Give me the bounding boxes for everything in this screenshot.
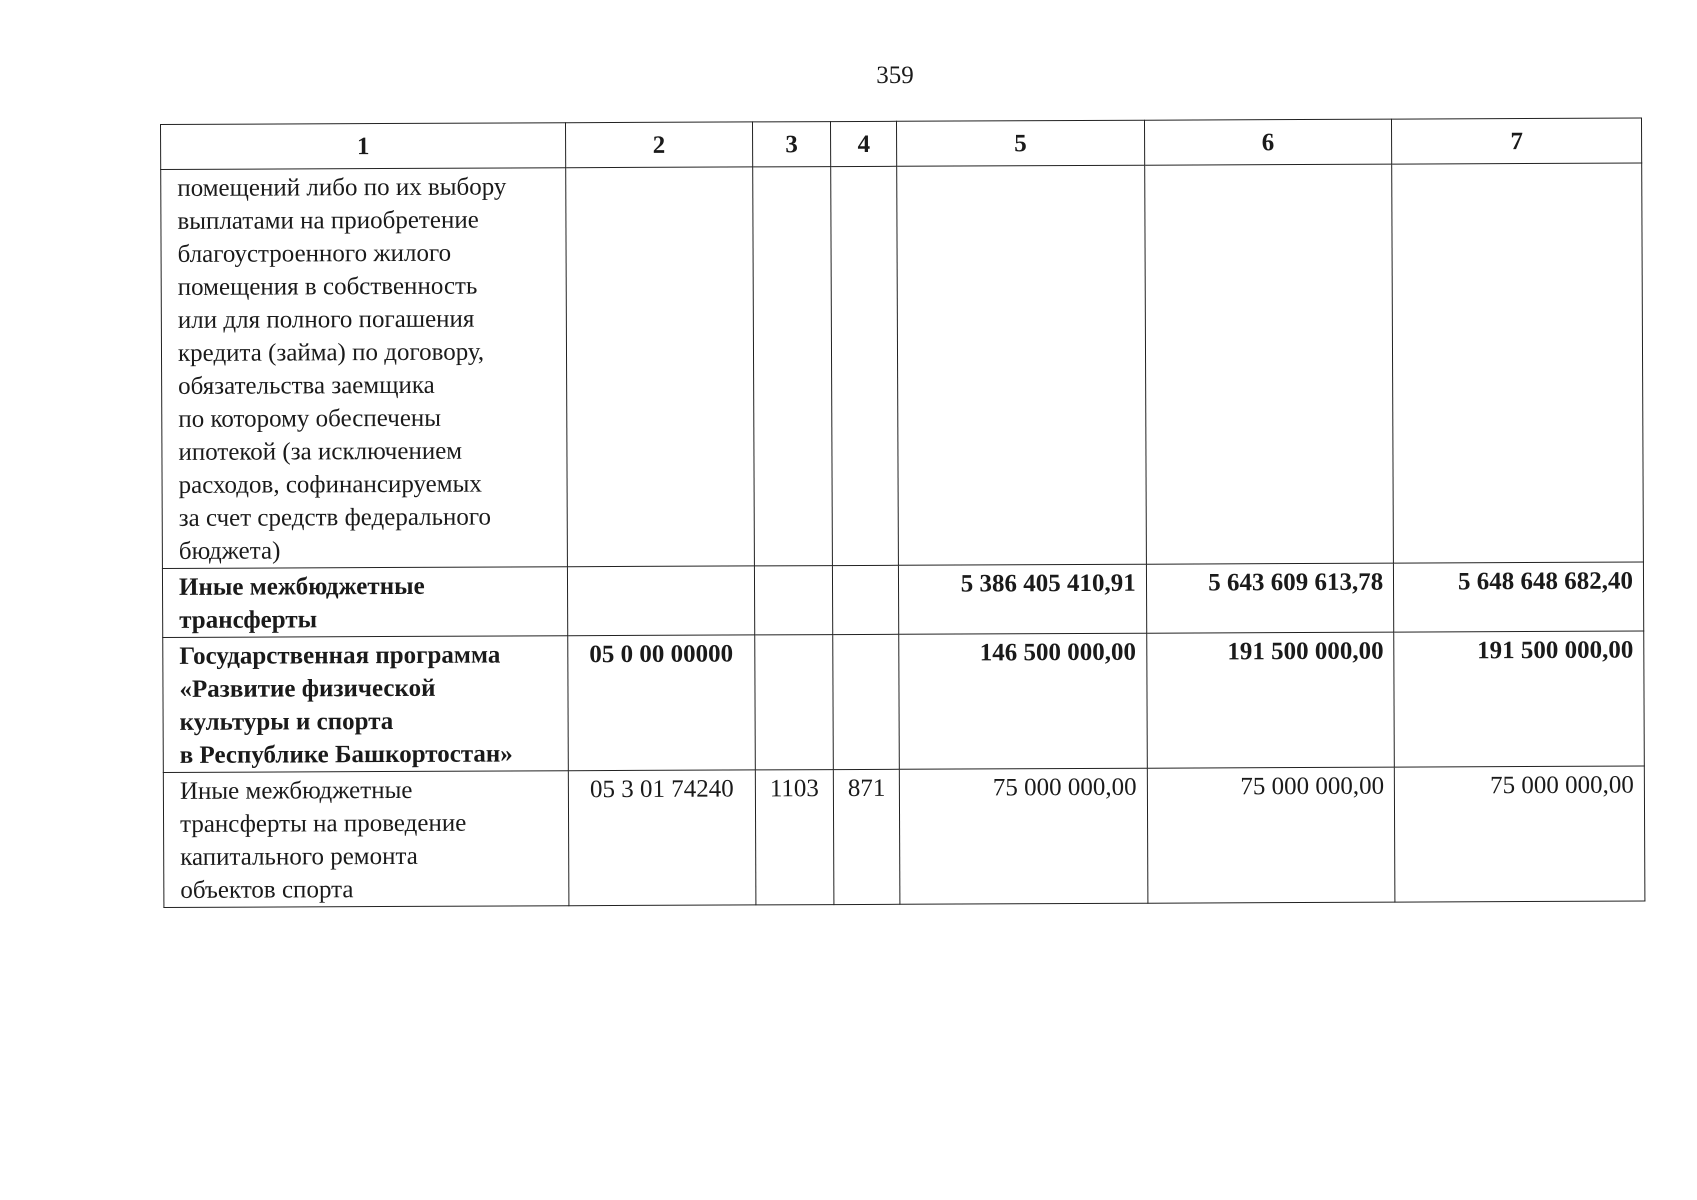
name-line: «Развитие физической	[179, 674, 436, 703]
header-col-4: 4	[831, 121, 897, 166]
cell-sum-year-2	[1144, 164, 1393, 564]
name-line: Иные межбюджетные	[178, 572, 425, 601]
name-line: капитального ремонта	[180, 842, 418, 871]
name-line: помещения в собственность	[177, 272, 478, 301]
cell-section: 1103	[755, 770, 834, 905]
name-line: за счет средств федерального	[178, 503, 492, 532]
cell-section	[754, 566, 833, 635]
cell-target-code: 05 3 01 74240	[569, 770, 756, 906]
name-line: выплатами на приобретение	[177, 206, 479, 235]
name-line: Иные межбюджетные	[179, 776, 413, 805]
name-line: по которому обеспечены	[178, 404, 442, 433]
name-line: кредита (займа) по договору,	[177, 338, 485, 367]
cell-expense-type: 871	[834, 769, 900, 904]
cell-sum-year-2: 5 643 609 613,78	[1146, 563, 1394, 633]
name-line: в Республике Башкортостан»	[179, 740, 513, 769]
header-col-1: 1	[161, 123, 566, 170]
page-number: 359	[876, 62, 914, 89]
name-line: ипотекой (за исключением	[178, 437, 463, 466]
cell-target-code: 05 0 00 00000	[568, 635, 755, 771]
name-line: бюджета)	[178, 537, 281, 565]
header-col-3: 3	[752, 122, 831, 167]
cell-expense-type	[833, 565, 899, 634]
name-line: культуры и спорта	[179, 707, 394, 736]
budget-table	[160, 118, 1645, 908]
cell-sum-year-1: 75 000 000,00	[899, 768, 1147, 904]
cell-sum-year-3: 5 648 648 682,40	[1394, 562, 1644, 632]
cell-target-code	[566, 167, 754, 567]
name-line: благоустроенного жилого	[177, 239, 452, 268]
cell-sum-year-2: 75 000 000,00	[1147, 767, 1395, 903]
cell-section	[754, 635, 833, 770]
header-col-7: 7	[1392, 118, 1642, 164]
table-row	[161, 163, 1644, 568]
table-row	[163, 766, 1645, 907]
cell-name	[162, 567, 568, 638]
cell-sum-year-1: 146 500 000,00	[899, 633, 1147, 769]
cell-sum-year-3: 75 000 000,00	[1395, 766, 1645, 902]
header-col-2: 2	[566, 122, 752, 168]
name-line: расходов, софинансируемых	[178, 470, 482, 499]
cell-target-code	[568, 566, 755, 636]
cell-expense-type	[831, 166, 898, 565]
header-col-5: 5	[897, 120, 1145, 166]
cell-sum-year-2: 191 500 000,00	[1146, 632, 1394, 768]
name-line: объектов спорта	[180, 876, 354, 904]
cell-sum-year-1	[897, 165, 1146, 565]
cell-expense-type	[833, 634, 899, 769]
cell-sum-year-3: 191 500 000,00	[1394, 631, 1644, 767]
cell-name	[163, 771, 569, 908]
name-line: трансферты	[179, 606, 318, 634]
name-line: помещений либо по их выбору	[177, 173, 507, 202]
cell-name	[163, 636, 569, 773]
header-row	[161, 118, 1642, 169]
name-line: трансферты на проведение	[179, 809, 467, 838]
header-col-6: 6	[1144, 119, 1392, 165]
table-row	[162, 562, 1643, 637]
cell-sum-year-1: 5 386 405 410,91	[899, 564, 1147, 634]
name-line: или для полного погашения	[177, 305, 475, 334]
name-line: обязательства заемщика	[178, 371, 435, 400]
cell-section	[752, 167, 833, 566]
name-line: Государственная программа	[179, 641, 501, 670]
table-row	[163, 631, 1645, 772]
cell-name	[161, 168, 568, 569]
table-body	[161, 163, 1645, 907]
cell-sum-year-3	[1392, 163, 1644, 563]
